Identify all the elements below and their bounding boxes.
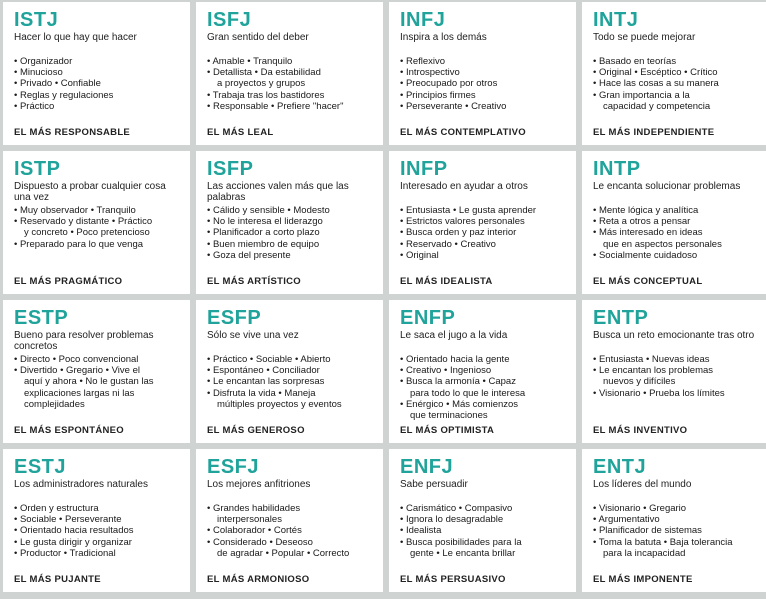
type-summary-label: EL MÁS INDEPENDIENTE (593, 127, 715, 138)
type-card-enfj (389, 449, 576, 592)
trait-list (14, 205, 182, 250)
trait-item: • Preparado para lo que venga (14, 238, 144, 250)
type-code: ESTP (14, 307, 69, 329)
type-tagline: Sólo se vive una vez (207, 330, 299, 341)
type-summary-label: EL MÁS ESPONTÁNEO (14, 425, 124, 436)
trait-item: nuevos y difíciles (603, 376, 676, 388)
trait-item: • Práctico • Sociable • Abierto (207, 354, 331, 365)
trait-item: • No le interesa el liderazgo (207, 216, 323, 228)
trait-item: • Práctico (14, 100, 55, 112)
type-code: ISTJ (14, 9, 59, 31)
trait-item: • Organizador (14, 56, 73, 67)
trait-item: • Enérgico • Más comienzos (400, 398, 519, 410)
type-code: INTP (593, 158, 641, 180)
type-summary-label: EL MÁS CONCEPTUAL (593, 276, 703, 287)
type-tagline: Interesado en ayudar a otros (400, 181, 528, 192)
type-code: ESTJ (14, 456, 67, 478)
trait-item: • Disfruta la vida • Maneja (207, 387, 316, 399)
trait-list (400, 354, 568, 421)
trait-item: • Orientado hacia la gente (400, 354, 510, 365)
type-summary-label: EL MÁS IMPONENTE (593, 574, 693, 585)
trait-item: • Más interesado en ideas (593, 227, 703, 239)
type-code: ENTJ (593, 456, 647, 478)
trait-item: • Amable • Tranquilo (207, 56, 293, 67)
type-code: ISFP (207, 158, 254, 180)
trait-item: • Reta a otros a pensar (593, 216, 691, 228)
trait-item: • Orden y estructura (14, 503, 99, 514)
type-card-estp (3, 300, 190, 443)
trait-item: • Le gusta dirigir y organizar (14, 536, 132, 548)
trait-list (593, 205, 761, 261)
trait-item: • Productor • Tradicional (14, 547, 116, 559)
trait-item: • Considerado • Deseoso (207, 536, 313, 548)
trait-item: • Detallista • Da estabilidad (207, 67, 321, 79)
trait-item: aquí y ahora • No le gustan las (24, 376, 154, 388)
type-card-istj (3, 2, 190, 145)
type-summary-label: EL MÁS IDEALISTA (400, 276, 493, 287)
trait-item: • Hace las cosas a su manera (593, 78, 719, 90)
type-summary-label: EL MÁS PRAGMÁTICO (14, 276, 123, 287)
trait-item: • Divertido • Gregario • Vive el (14, 365, 140, 377)
type-summary-label: EL MÁS GENEROSO (207, 425, 305, 436)
trait-item: • Ignora lo desagradable (400, 514, 504, 526)
trait-item: • Argumentativo (593, 514, 660, 526)
trait-item: • Busca la armonía • Capaz (400, 376, 516, 388)
type-code: ENFJ (400, 456, 454, 478)
trait-item: que terminaciones (410, 410, 488, 422)
trait-item: • Minucioso (14, 67, 63, 79)
trait-item: • Gran importancia a la (593, 89, 690, 101)
trait-item: • Le encantan las sorpresas (207, 376, 325, 388)
trait-item: • Visionario • Prueba los límites (593, 387, 725, 399)
trait-item: • Reservado • Creativo (400, 238, 496, 250)
type-summary-label: EL MÁS PERSUASIVO (400, 574, 506, 585)
trait-item: • Muy observador • Tranquilo (14, 205, 136, 216)
trait-item: para la incapacidad (603, 547, 686, 559)
type-card-intj (582, 2, 766, 145)
trait-item: • Busca orden y paz interior (400, 227, 517, 239)
trait-item: y concreto • Poco pretencioso (24, 227, 150, 239)
trait-item: • Buen miembro de equipo (207, 238, 320, 250)
trait-item: • Entusiasta • Le gusta aprender (400, 205, 537, 216)
type-code: INFP (400, 158, 448, 180)
type-card-esfj (196, 449, 383, 592)
type-card-entp (582, 300, 766, 443)
type-tagline: Los líderes del mundo (593, 479, 692, 490)
trait-item: múltiples proyectos y eventos (217, 398, 342, 410)
trait-item: • Trabaja tras los bastidores (207, 89, 325, 101)
type-summary-label: EL MÁS LEAL (207, 127, 274, 138)
trait-list (593, 503, 761, 559)
trait-item: • Principios firmes (400, 89, 476, 101)
type-card-infp (389, 151, 576, 294)
trait-item: • Original (400, 249, 439, 261)
type-card-intp (582, 151, 766, 294)
trait-item: interpersonales (217, 514, 282, 526)
type-code: ENFP (400, 307, 456, 329)
type-card-entj (582, 449, 766, 592)
type-tagline: Busca un reto emocionante tras otro (593, 330, 755, 341)
trait-item: • Toma la batuta • Baja tolerancia (593, 536, 733, 548)
trait-list (207, 205, 375, 261)
trait-item: • Introspectivo (400, 67, 460, 79)
type-summary-label: EL MÁS ARTÍSTICO (207, 276, 301, 287)
type-tagline: Inspira a los demás (400, 32, 487, 43)
type-tagline: Los mejores anfitriones (207, 479, 311, 490)
trait-list (400, 205, 568, 261)
trait-list (14, 354, 182, 410)
trait-item: complejidades (24, 398, 85, 410)
trait-list (593, 354, 761, 399)
type-code: ISFJ (207, 9, 252, 31)
type-code: ISTP (14, 158, 61, 180)
trait-item: • Creativo • Ingenioso (400, 365, 492, 377)
trait-item: • Planificador a corto plazo (207, 227, 320, 239)
type-summary-label: EL MÁS OPTIMISTA (400, 425, 495, 436)
trait-item: • Preocupado por otros (400, 78, 498, 90)
type-code: ESFP (207, 307, 262, 329)
type-tagline: Le saca el jugo a la vida (400, 330, 508, 341)
trait-item: • Espontáneo • Conciliador (207, 365, 320, 377)
type-card-infj (389, 2, 576, 145)
type-card-isfj (196, 2, 383, 145)
trait-item: • Busca posibilidades para la (400, 536, 522, 548)
trait-item: que en aspectos personales (603, 238, 722, 250)
trait-item: • Visionario • Gregario (593, 503, 687, 514)
trait-item: • Colaborador • Cortés (207, 525, 302, 537)
trait-item: • Entusiasta • Nuevas ideas (593, 354, 710, 365)
trait-item: capacidad y competencia (603, 100, 711, 112)
trait-list (207, 354, 375, 410)
trait-item: a proyectos y grupos (217, 78, 306, 90)
type-code: ESFJ (207, 456, 260, 478)
type-code: INTJ (593, 9, 639, 31)
trait-item: para todo lo que le interesa (410, 387, 526, 399)
trait-list (400, 56, 568, 112)
trait-item: explicaciones largas ni las (24, 387, 135, 399)
trait-item: • Reservado y distante • Práctico (14, 216, 153, 228)
type-card-esfp (196, 300, 383, 443)
type-code: ENTP (593, 307, 649, 329)
trait-list (14, 503, 182, 559)
type-summary-label: EL MÁS CONTEMPLATIVO (400, 127, 526, 138)
type-summary-label: EL MÁS PUJANTE (14, 574, 101, 585)
type-tagline: Las acciones valen más que las palabras (207, 181, 349, 203)
trait-list (14, 56, 182, 112)
trait-item: gente • Le encanta brillar (410, 547, 516, 559)
trait-item: • Planificador de sistemas (593, 525, 702, 537)
trait-item: • Sociable • Perseverante (14, 514, 122, 526)
trait-list (207, 503, 375, 559)
trait-item: • Reglas y regulaciones (14, 89, 114, 101)
trait-item: • Socialmente cuidadoso (593, 249, 698, 261)
trait-item: • Orientado hacia resultados (14, 525, 134, 537)
type-tagline: Le encanta solucionar problemas (593, 181, 741, 192)
type-card-istp (3, 151, 190, 294)
trait-item: de agradar • Popular • Correcto (217, 547, 350, 559)
trait-item: • Carismático • Compasivo (400, 503, 513, 514)
type-tagline: Gran sentido del deber (207, 32, 309, 43)
type-tagline: Bueno para resolver problemas concretos (14, 330, 154, 352)
type-tagline: Los administradores naturales (14, 479, 148, 490)
trait-item: • Privado • Confiable (14, 78, 101, 90)
trait-item: • Grandes habilidades (207, 503, 301, 514)
trait-item: • Responsable • Prefiere "hacer" (207, 100, 344, 112)
trait-item: • Cálido y sensible • Modesto (207, 205, 330, 216)
type-tagline: Sabe persuadir (400, 479, 468, 490)
trait-list (593, 56, 761, 112)
type-tagline: Dispuesto a probar cualquier cosa una vez (14, 181, 166, 203)
trait-item: • Original • Escéptico • Crítico (593, 67, 718, 79)
trait-item: • Mente lógica y analítica (593, 205, 699, 216)
trait-list (207, 56, 375, 112)
trait-item: • Perseverante • Creativo (400, 100, 507, 112)
trait-item: • Idealista (400, 525, 442, 537)
trait-item: • Directo • Poco convencional (14, 354, 139, 365)
type-tagline: Hacer lo que hay que hacer (14, 32, 137, 43)
trait-list (400, 503, 568, 559)
type-summary-label: EL MÁS RESPONSABLE (14, 127, 131, 138)
trait-item: • Basado en teorías (593, 56, 677, 67)
trait-item: • Goza del presente (207, 249, 291, 261)
trait-item: • Estrictos valores personales (400, 216, 525, 228)
type-card-estj (3, 449, 190, 592)
type-card-isfp (196, 151, 383, 294)
trait-item: • Le encantan los problemas (593, 365, 714, 377)
type-summary-label: EL MÁS INVENTIVO (593, 425, 688, 436)
type-tagline: Todo se puede mejorar (593, 32, 696, 43)
type-code: INFJ (400, 9, 446, 31)
type-summary-label: EL MÁS ARMONIOSO (207, 574, 310, 585)
type-card-enfp (389, 300, 576, 443)
trait-item: • Reflexivo (400, 56, 446, 67)
